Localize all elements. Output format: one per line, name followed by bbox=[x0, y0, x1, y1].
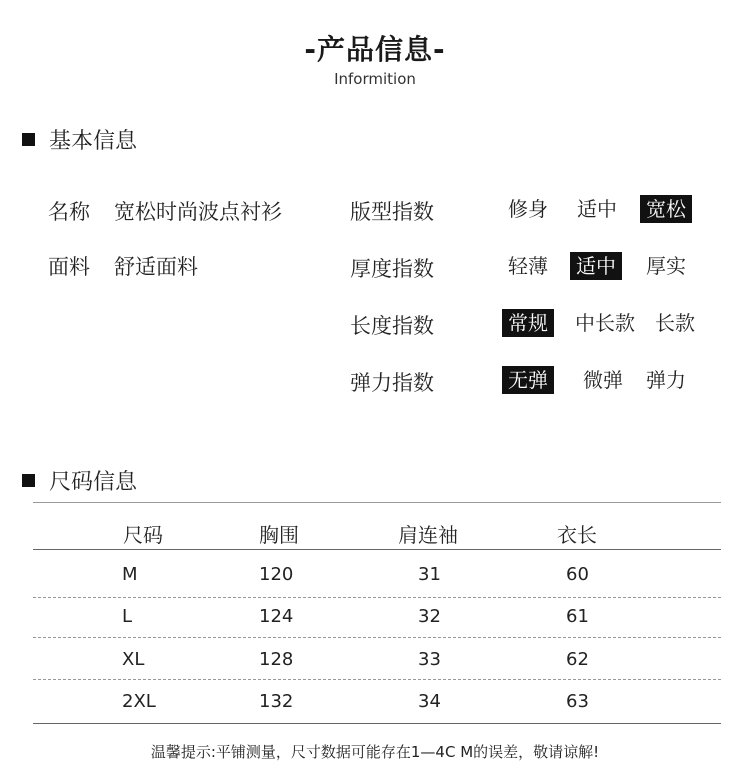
table-cell: 32 bbox=[418, 606, 441, 627]
square-bullet-icon bbox=[22, 133, 35, 146]
column-header-length: 衣长 bbox=[557, 523, 597, 547]
table-cell: 124 bbox=[259, 606, 294, 627]
length-option: 长款 bbox=[655, 311, 695, 335]
thickness-option: 适中 bbox=[570, 252, 622, 280]
fabric-label: 面料 bbox=[48, 255, 90, 279]
elasticity-option: 弹力 bbox=[646, 368, 686, 392]
fit-option: 修身 bbox=[508, 197, 548, 221]
fit-option: 适中 bbox=[577, 197, 617, 221]
table-bottom-rule bbox=[33, 723, 721, 724]
fabric-value: 舒适面料 bbox=[114, 255, 198, 279]
table-cell: 33 bbox=[418, 649, 441, 670]
size-info-heading bbox=[22, 465, 137, 496]
table-row-divider bbox=[33, 679, 721, 680]
table-cell: L bbox=[122, 606, 133, 627]
name-value: 宽松时尚波点衬衫 bbox=[114, 200, 282, 224]
table-row-divider bbox=[33, 597, 721, 598]
table-cell: 2XL bbox=[122, 691, 156, 712]
name-label: 名称 bbox=[48, 200, 90, 224]
elasticity-option: 微弹 bbox=[583, 368, 623, 392]
table-row-divider bbox=[33, 637, 721, 638]
page-title: -产品信息- bbox=[304, 33, 446, 66]
length-option: 中长款 bbox=[575, 311, 635, 335]
square-bullet-icon bbox=[22, 474, 35, 487]
basic-info-heading-text: 基本信息 bbox=[49, 129, 138, 154]
column-header-sleeve: 肩连袖 bbox=[398, 523, 458, 547]
length-index-label: 长度指数 bbox=[350, 314, 434, 338]
thickness-index-label: 厚度指数 bbox=[350, 257, 434, 281]
elasticity-option: 无弹 bbox=[502, 366, 554, 394]
table-top-rule bbox=[33, 502, 721, 503]
fit-index-label: 版型指数 bbox=[350, 200, 434, 224]
table-cell: 128 bbox=[259, 649, 294, 670]
table-cell: XL bbox=[122, 649, 145, 670]
length-option: 常规 bbox=[502, 309, 554, 337]
page-subtitle: Informition bbox=[334, 70, 416, 88]
elasticity-index-label: 弹力指数 bbox=[350, 371, 434, 395]
basic-info-heading bbox=[22, 124, 137, 155]
measurement-note: 温馨提示:平铺测量，尺寸数据可能存在1—4C M的误差，敬请谅解! bbox=[150, 743, 600, 761]
table-cell: 61 bbox=[566, 606, 589, 627]
table-cell: 34 bbox=[418, 691, 441, 712]
table-cell: 31 bbox=[418, 564, 441, 585]
table-cell: 62 bbox=[566, 649, 589, 670]
table-cell: M bbox=[122, 564, 138, 585]
thickness-option: 轻薄 bbox=[508, 254, 548, 278]
column-header-chest: 胸围 bbox=[259, 523, 299, 547]
fit-option: 宽松 bbox=[640, 195, 692, 223]
column-header-size: 尺码 bbox=[123, 523, 163, 547]
table-header-divider bbox=[33, 549, 721, 550]
table-cell: 120 bbox=[259, 564, 294, 585]
table-cell: 63 bbox=[566, 691, 589, 712]
table-cell: 60 bbox=[566, 564, 589, 585]
thickness-option: 厚实 bbox=[646, 254, 686, 278]
size-info-heading-text: 尺码信息 bbox=[49, 470, 138, 495]
table-cell: 132 bbox=[259, 691, 294, 712]
